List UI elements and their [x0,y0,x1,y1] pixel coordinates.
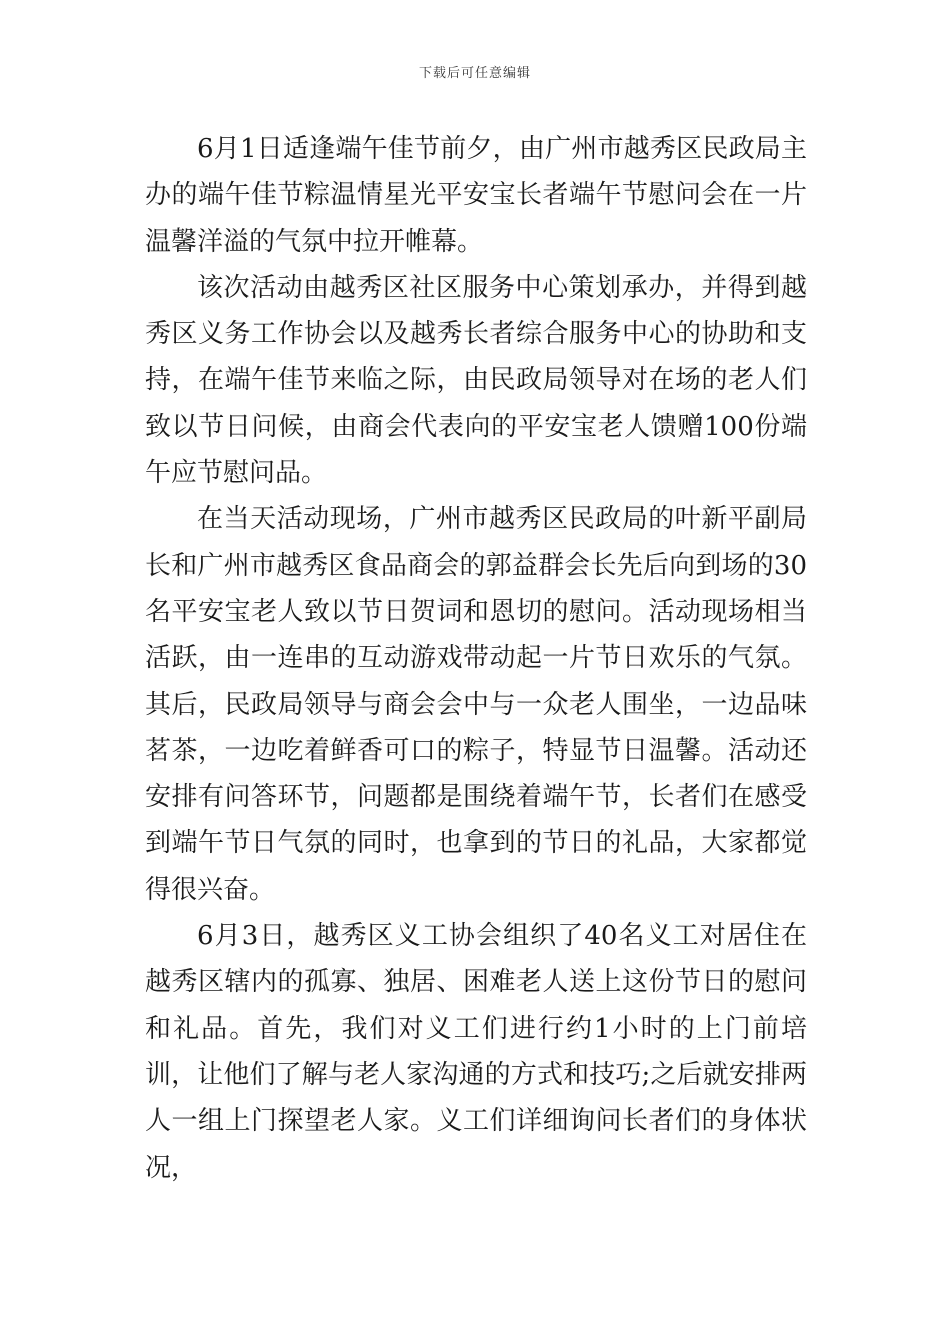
header-note: 下载后可任意编辑 [418,66,531,81]
paragraph: 6月1日适逢端午佳节前夕，由广州市越秀区民政局主办的端午佳节粽温情星光平安宝长者端午节慰问会在一片温馨洋溢的气氛中拉开帷幕。 [145,134,807,257]
paragraph: 在当天活动现场，广州市越秀区民政局的叶新平副局长和广州市越秀区食品商会的郭益群会长先后向到场的30名平安宝老人致以节日贺词和恩切的慰问。活动现场相当活跃，由一连串的互动游戏带动起一片节日欢乐的气氛。其后，民政局领导与商会会中与一众老人围坐，一边品味茗茶，一边吃着鲜香可口的粽子，特显节日温馨。活动还安排有问答环节，问题都是围绕着端午节，长者们在感受到端午节日气氛的同时，也拿到的节日的礼品，大家都觉得很兴奋。 [145,504,807,905]
paragraph: 该次活动由越秀区社区服务中心策划承办，并得到越秀区义务工作协会以及越秀长者综合服务中心的协助和支持，在端午佳节来临之际，由民政局领导对在场的老人们致以节日问候，由商会代表向的平安宝老人馈赠100份端午应节慰问品。 [145,272,807,489]
paragraph: 6月3日，越秀区义工协会组织了40名义工对居住在越秀区辖内的孤寡、独居、困难老人送上这份节日的慰问和礼品。首先，我们对义工们进行约1小时的上门前培训，让他们了解与老人家沟通的方式和技巧;之后就安排两人一组上门探望老人家。义工们详细询问长者们的身体状况， [145,921,807,1183]
document-body [145,126,807,1191]
